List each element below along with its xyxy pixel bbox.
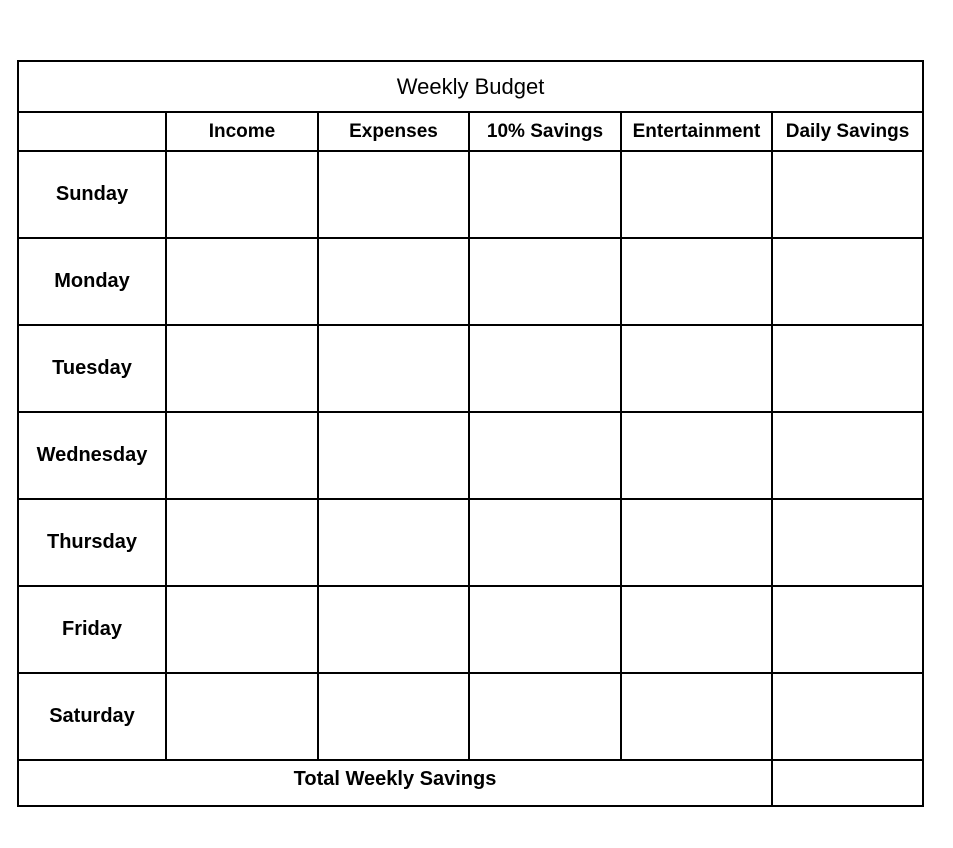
cell-tuesday-expenses[interactable] [318,325,469,412]
title-row [18,61,923,112]
total-row [18,760,923,806]
header-entertainment: Entertainment [621,112,772,151]
day-label-friday: Friday [18,586,166,673]
cell-wednesday-savings[interactable] [469,412,621,499]
cell-sunday-daily-savings[interactable] [772,151,923,238]
cell-thursday-income[interactable] [166,499,318,586]
cell-wednesday-daily-savings[interactable] [772,412,923,499]
table-row-friday [18,586,923,673]
cell-total-weekly-savings[interactable] [772,760,923,806]
cell-saturday-income[interactable] [166,673,318,760]
day-label-saturday: Saturday [18,673,166,760]
header-savings-10pct: 10% Savings [469,112,621,151]
header-income: Income [166,112,318,151]
cell-friday-income[interactable] [166,586,318,673]
cell-sunday-expenses[interactable] [318,151,469,238]
cell-sunday-savings[interactable] [469,151,621,238]
table-title-text: Weekly Budget [396,73,545,99]
day-label-thursday: Thursday [18,499,166,586]
header-row [18,112,923,151]
table-row-tuesday [18,325,923,412]
table-row-thursday [18,499,923,586]
table-row-wednesday [18,412,923,499]
cell-saturday-savings[interactable] [469,673,621,760]
cell-tuesday-income[interactable] [166,325,318,412]
cell-thursday-daily-savings[interactable] [772,499,923,586]
cell-monday-expenses[interactable] [318,238,469,325]
cell-tuesday-daily-savings[interactable] [772,325,923,412]
cell-tuesday-entertainment[interactable] [621,325,772,412]
cell-monday-daily-savings[interactable] [772,238,923,325]
cell-friday-savings[interactable] [469,586,621,673]
table-title [18,61,923,112]
header-expenses: Expenses [318,112,469,151]
header-corner-cell [18,112,166,151]
weekly-budget-table [17,60,924,807]
cell-friday-daily-savings[interactable] [772,586,923,673]
day-label-wednesday: Wednesday [18,412,166,499]
cell-thursday-entertainment[interactable] [621,499,772,586]
cell-wednesday-income[interactable] [166,412,318,499]
cell-sunday-entertainment[interactable] [621,151,772,238]
cell-tuesday-savings[interactable] [469,325,621,412]
cell-sunday-income[interactable] [166,151,318,238]
day-label-monday: Monday [18,238,166,325]
cell-saturday-expenses[interactable] [318,673,469,760]
cell-friday-expenses[interactable] [318,586,469,673]
cell-thursday-expenses[interactable] [318,499,469,586]
day-label-sunday: Sunday [18,151,166,238]
table-row-monday [18,238,923,325]
cell-monday-savings[interactable] [469,238,621,325]
cell-wednesday-entertainment[interactable] [621,412,772,499]
day-label-tuesday: Tuesday [18,325,166,412]
cell-monday-income[interactable] [166,238,318,325]
header-daily-savings: Daily Savings [772,112,923,151]
cell-friday-entertainment[interactable] [621,586,772,673]
total-weekly-savings-label: Total Weekly Savings [18,760,772,806]
cell-saturday-entertainment[interactable] [621,673,772,760]
cell-thursday-savings[interactable] [469,499,621,586]
cell-wednesday-expenses[interactable] [318,412,469,499]
cell-saturday-daily-savings[interactable] [772,673,923,760]
table-row-saturday [18,673,923,760]
cell-monday-entertainment[interactable] [621,238,772,325]
table-row-sunday [18,151,923,238]
